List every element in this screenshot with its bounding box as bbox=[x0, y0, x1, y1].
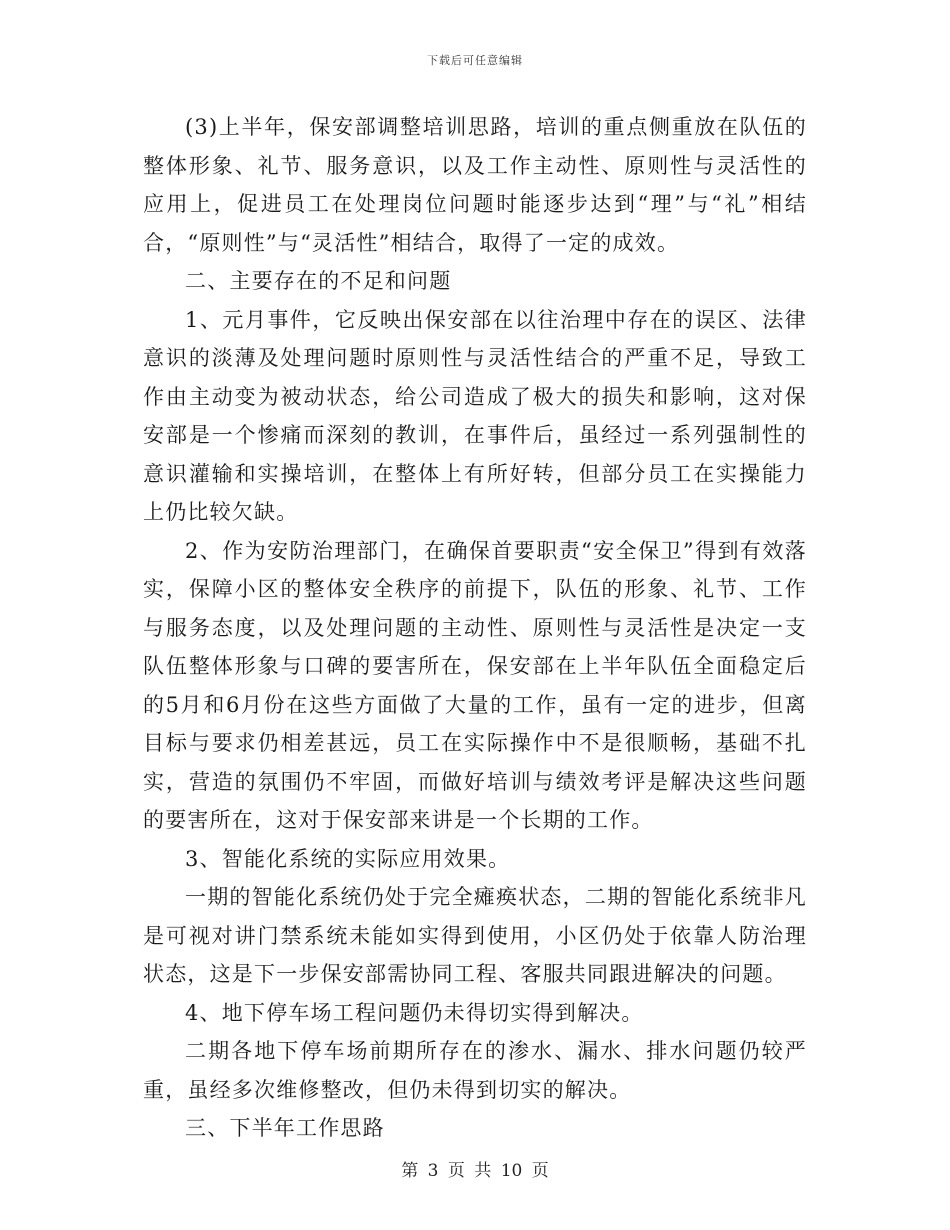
section-heading-next-half: 三、下半年工作思路 bbox=[185, 1116, 385, 1140]
paragraph-intelligent-system: 一期的智能化系统仍处于完全瘫痪状态，二期的智能化系统非凡是可视对讲门禁系统未能如实得到使用，小区仍处于依靠人防治理状态，这是下一步保安部需协同工程、客服共同跟进解决的问题。 bbox=[143, 885, 807, 986]
paragraph-parking-issues: 二期各地下停车场前期所存在的渗水、漏水、排水问题仍较严重，虽经多次维修整改，但仍未得到切实的解决。 bbox=[143, 1039, 807, 1102]
paragraph-parking-heading: 4、地下停车场工程问题仍未得切实得到解决。 bbox=[185, 1000, 644, 1025]
section-heading-problems: 二、主要存在的不足和问题 bbox=[185, 269, 452, 293]
paragraph-january-incident: 1、元月事件，它反映出保安部在以往治理中存在的误区、法律意识的淡薄及处理问题时原则性与灵活性结合的严重不足，导致工作由主动变为被动状态，给公司造成了极大的损失和影响，这对保安部是一个惨痛而深刻的教训，在事件后，虽经过一系列强制性的意识灌输和实操培训，在整体上有所好转，但部分员工在实操能力上仍比较欠缺。 bbox=[143, 307, 807, 524]
paragraph-intelligent-system-heading: 3、智能化系统的实际应用效果。 bbox=[185, 846, 511, 871]
document-body bbox=[143, 108, 807, 1148]
paragraph-security-department: 2、作为安防治理部门，在确保首要职责“安全保卫”得到有效落实，保障小区的整体安全秩序的前提下，队伍的形象、礼节、工作与服务态度，以及处理问题的主动性、原则性与灵活性是决定一支队伍整体形象与口碑的要害所在，保安部在上半年队伍全面稳定后的5月和6月份在这些方面做了大量的工作，虽有一定的进步，但离目标与要求仍相差甚远，员工在实际操作中不是很顺畅，基础不扎实，营造的氛围仍不牢固，而做好培训与绩效考评是解决这些问题的要害所在，这对于保安部来讲是一个长期的工作。 bbox=[143, 538, 807, 832]
page-header: 下载后可任意编辑 bbox=[427, 54, 523, 67]
paragraph-training-summary: (3)上半年，保安部调整培训思路，培训的重点侧重放在队伍的整体形象、礼节、服务意识，以及工作主动性、原则性与灵活性的应用上，促进员工在处理岗位问题时能逐步达到“理”与“礼”相结合，“原则性”与“灵活性”相结合，取得了一定的成效。 bbox=[143, 115, 807, 255]
page-footer: 第 3 页 共 10 页 bbox=[401, 1161, 549, 1181]
